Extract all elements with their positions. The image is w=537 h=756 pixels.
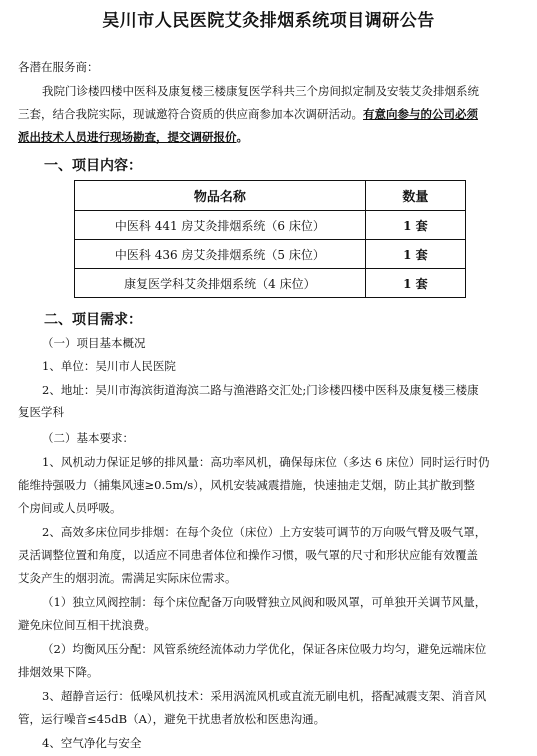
table-row [75, 240, 466, 269]
greeting: 各潜在服务商： [18, 60, 99, 74]
intro-line-2 [18, 104, 523, 124]
item-quantity: 1 套 [365, 240, 465, 269]
item-name: 康复医学科艾灸排烟系统（4 床位） [75, 269, 366, 298]
req-1-line-3: 个房间或人员呼吸。 [18, 501, 122, 515]
table-row [75, 211, 466, 240]
req-2-2-line-1: （2）均衡风压分配：风管系统经流体动力学优化，保证各床位吸力均匀，避免远端床位 [42, 642, 487, 656]
req-2-1-line-2: 避免床位间互相干扰浪费。 [18, 618, 156, 632]
header-quantity: 数量 [365, 181, 465, 211]
subsection-overview: （一）项目基本概况 [42, 336, 146, 350]
header-item-name: 物品名称 [75, 181, 366, 211]
req-3-line-2: 管，运行噪音≤45dB（A），避免干扰患者放松和医患沟通。 [18, 712, 326, 726]
item-name: 中医科 441 房艾灸排烟系统（6 床位） [75, 211, 366, 240]
item-quantity: 1 套 [365, 211, 465, 240]
table-header-row [75, 181, 466, 211]
req-3-line-1: 3、超静音运行：低噪风机技术：采用涡流风机或直流无刷电机，搭配减震支架、消音风 [42, 689, 487, 703]
req-2-line-2: 灵活调整位置和角度，以适应不同患者体位和操作习惯，吸气罩的尺寸和形状应能有效覆盖 [18, 548, 478, 562]
intro-line-1: 我院门诊楼四楼中医科及康复楼三楼康复医学科共三个房间拟定制及安装艾灸排烟系统 [42, 84, 479, 98]
document-title: 吴川市人民医院艾灸排烟系统项目调研公告 [102, 11, 435, 31]
section-2-heading: 二、项目需求： [44, 312, 142, 328]
intro-line-2-text: 三套，结合我院实际，现诚邀符合资质的供应商参加本次调研活动。 [18, 107, 363, 121]
intro-line-3-end: 。 [236, 130, 248, 144]
unit-line: 1、单位：吴川市人民医院 [42, 359, 176, 373]
intro-line-3 [18, 127, 523, 147]
intro-line-3-emphasis: 派出技术人员进行现场勘查，提交调研报价 [18, 130, 237, 144]
req-2-2-line-2: 排烟效果下降。 [18, 665, 99, 679]
req-2-line-1: 2、高效多床位同步排烟：在每个灸位（床位）上方安装可调节的万向吸气臂及吸气罩， [42, 525, 487, 539]
req-1-line-1: 1、风机动力保证足够的排风量：高功率风机，确保每床位（多达 6 床位）同时运行时仍 [42, 455, 490, 469]
item-name: 中医科 436 房艾灸排烟系统（5 床位） [75, 240, 366, 269]
req-2-line-3: 艾灸产生的烟羽流。需满足实际床位需求。 [18, 571, 237, 585]
req-2-1-line-1: （1）独立风阀控制：每个床位配备万向吸臂独立风阀和吸风罩，可单独开关调节风量， [42, 595, 487, 609]
items-table [74, 180, 466, 298]
item-quantity: 1 套 [365, 269, 465, 298]
subsection-requirements: （二）基本要求： [42, 431, 134, 445]
section-1-heading: 一、项目内容： [44, 158, 142, 174]
table-row [75, 269, 466, 298]
intro-line-2-emphasis: 有意向参与的公司必须 [363, 107, 478, 121]
req-4-line: 4、空气净化与安全 [42, 736, 142, 750]
address-line-1: 2、地址：吴川市海滨街道海滨二路与渔港路交汇处;门诊楼四楼中医科及康复楼三楼康 [42, 383, 479, 397]
req-1-line-2: 能维持强吸力（捕集风速≥0.5m/s），风机安装减震措施，快速抽走艾烟，防止其扩散到整 [18, 478, 475, 492]
address-line-2: 复医学科 [18, 405, 64, 419]
